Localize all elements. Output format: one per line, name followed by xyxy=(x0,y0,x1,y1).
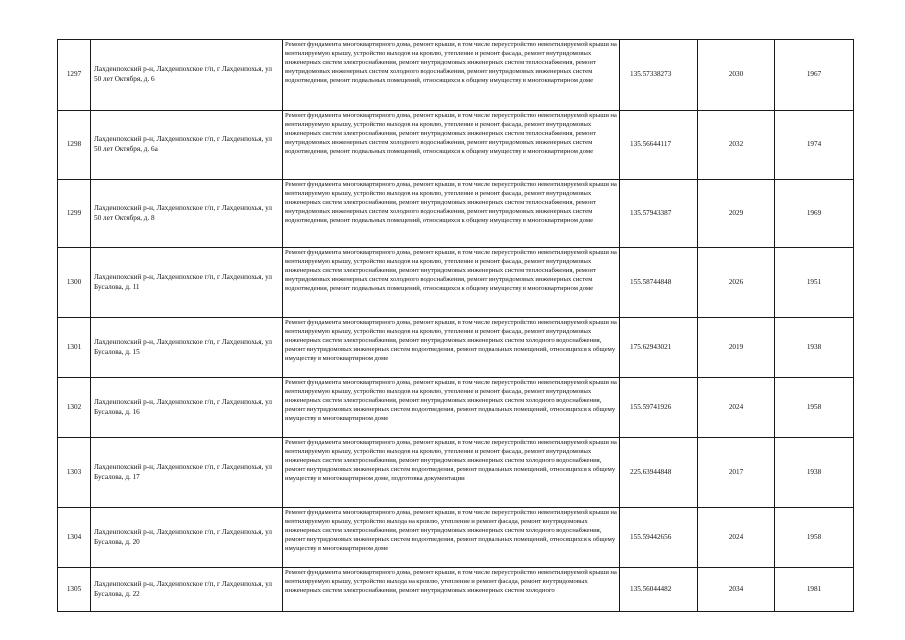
planned-year-cell: 2026 xyxy=(698,248,775,318)
cost-cell: 135.57943387 xyxy=(620,180,698,248)
works-cell: Ремонт фундамента многоквартирного дома, ремонт крыши, в том числе переустройство невентилируемой крыши на вентилируемую крышу, устройство выходов на кровлю, утепление и ремонт фасада, ремонт внутридомовых инженерных систем электроснабжения, ремонт внутридомовых инженерных систем теплоснабжения, ремонт внутридомовых инженерных систем холодного водоснабжения, ремонт внутридомовых инженерных систем водоотведения, ремонт подвальных помещений, относящихся к общему имуществу в многоквартирном доме xyxy=(285,112,617,156)
built-year-cell: 1958 xyxy=(775,378,854,438)
works-cell: Ремонт фундамента многоквартирного дома, ремонт крыши, в том числе переустройство невентилируемой крыши на вентилируемую крышу, устройство выходов на кровлю, утепление и ремонт фасада, ремонт внутридомовых инженерных систем электроснабжения, ремонт внутридомовых инженерных систем холодного водоснабжения, ремонт внутридомовых инженерных систем водоотведения, ремонт подвальных помещений, относящихся к общему имуществу в многоквартирном доме, подготовка документации xyxy=(285,439,617,483)
planned-year-cell: 2030 xyxy=(698,40,775,111)
built-year-cell: 1951 xyxy=(775,248,854,318)
built-year-cell: 1974 xyxy=(775,111,854,180)
table-row xyxy=(58,180,854,248)
built-year-cell: 1938 xyxy=(775,318,854,378)
table-row xyxy=(58,378,854,438)
cost-cell: 155.58744848 xyxy=(620,248,698,318)
table-row xyxy=(58,438,854,508)
address-cell: Лахденпохский р-н, Лахденпохское г/п, г Лахденпохья, ул 50 лет Октября, д. 8 xyxy=(91,180,283,248)
row-number: 1301 xyxy=(58,318,91,378)
address-cell: Лахденпохский р-н, Лахденпохское г/п, г Лахденпохья, ул 50 лет Октября, д. 6а xyxy=(91,111,283,180)
cost-cell: 155.59741926 xyxy=(620,378,698,438)
address-cell: Лахденпохский р-н, Лахденпохское г/п, г Лахденпохья, ул Бусалова, д. 11 xyxy=(91,248,283,318)
address-cell: Лахденпохский р-н, Лахденпохское г/п, г Лахденпохья, ул Бусалова, д. 20 xyxy=(91,508,283,568)
built-year-cell: 1967 xyxy=(775,40,854,111)
table-row xyxy=(58,318,854,378)
cost-cell: 135.56044482 xyxy=(620,568,698,612)
row-number: 1297 xyxy=(58,40,91,111)
address-cell: Лахденпохский р-н, Лахденпохское г/п, г Лахденпохья, ул Бусалова, д. 15 xyxy=(91,318,283,378)
planned-year-cell: 2019 xyxy=(698,318,775,378)
built-year-cell: 1958 xyxy=(775,508,854,568)
address-cell: Лахденпохский р-н, Лахденпохское г/п, г Лахденпохья, ул 50 лет Октября, д. 6 xyxy=(91,40,283,111)
cost-cell: 155.59442656 xyxy=(620,508,698,568)
table-row xyxy=(58,40,854,111)
works-cell: Ремонт фундамента многоквартирного дома, ремонт крыши, в том числе переустройство невентилируемой крыши на вентилируемую крышу, устройство выходов на кровлю, утепление и ремонт фасада, ремонт внутридомовых инженерных систем электроснабжения, ремонт внутридомовых инженерных систем теплоснабжения, ремонт внутридомовых инженерных систем холодного водоснабжения, ремонт внутридомовых инженерных систем водоотведения, ремонт подвальных помещений, относящихся к общему имуществу в многоквартирном доме xyxy=(285,41,617,85)
cost-cell: 135.57338273 xyxy=(620,40,698,111)
address-cell: Лахденпохский р-н, Лахденпохское г/п, г Лахденпохья, ул Бусалова, д. 16 xyxy=(91,378,283,438)
planned-year-cell: 2032 xyxy=(698,111,775,180)
row-number: 1305 xyxy=(58,568,91,612)
housing-repair-table xyxy=(57,39,854,612)
built-year-cell: 1969 xyxy=(775,180,854,248)
table-row xyxy=(58,568,854,612)
planned-year-cell: 2024 xyxy=(698,378,775,438)
works-cell: Ремонт фундамента многоквартирного дома, ремонт крыши, в том числе переустройство невентилируемой крыши на вентилируемую крышу, устройство выхода на кровлю, утепление и ремонт фасада, ремонт внутридомовых инженерных систем электроснабжения, ремонт внутридомовых инженерных систем холодного водоснабжения, ремонт внутридомовых инженерных систем водоотведения, ремонт подвальных помещений, относящихся к общему имуществу в многоквартирном доме xyxy=(285,509,617,553)
cost-cell: 135.56644117 xyxy=(620,111,698,180)
address-cell: Лахденпохский р-н, Лахденпохское г/п, г Лахденпохья, ул Бусалова, д. 17 xyxy=(91,438,283,508)
planned-year-cell: 2029 xyxy=(698,180,775,248)
works-cell: Ремонт фундамента многоквартирного дома, ремонт крыши, в том числе переустройство невентилируемой крыши на вентилируемую крышу, устройство выхода на кровлю, утепление и ремонт фасада, ремонт внутридомовых инженерных систем электроснабжения, ремонт внутридомовых инженерных систем холодного xyxy=(285,569,617,595)
works-cell: Ремонт фундамента многоквартирного дома, ремонт крыши, в том числе переустройство невентилируемой крыши на вентилируемую крышу, устройство выходов на кровлю, утепление и ремонт фасада, ремонт внутридомовых инженерных систем электроснабжения, ремонт внутридомовых инженерных систем теплоснабжения, ремонт внутридомовых инженерных систем холодного водоснабжения, ремонт внутридомовых инженерных систем водоотведения, ремонт подвальных помещений, относящихся к общему имуществу в многоквартирном доме xyxy=(285,249,617,293)
works-cell: Ремонт фундамента многоквартирного дома, ремонт крыши, в том числе переустройство невентилируемой крыши на вентилируемую крышу, устройство выходов на кровлю, утепление и ремонт фасада, ремонт внутридомовых инженерных систем электроснабжения, ремонт внутридомовых инженерных систем холодного водоснабжения, ремонт внутридомовых инженерных систем водоотведения, ремонт подвальных помещений, относящихся к общему имуществу в многоквартирном доме xyxy=(285,319,617,363)
planned-year-cell: 2024 xyxy=(698,508,775,568)
address-cell: Лахденпохский р-н, Лахденпохское г/п, г Лахденпохья, ул Бусалова, д. 22 xyxy=(91,568,283,612)
works-cell: Ремонт фундамента многоквартирного дома, ремонт крыши, в том числе переустройство невентилируемой крыши на вентилируемую крышу, устройство выходов на кровлю, утепление и ремонт фасада, ремонт внутридомовых инженерных систем электроснабжения, ремонт внутридомовых инженерных систем теплоснабжения, ремонт внутридомовых инженерных систем холодного водоснабжения, ремонт внутридомовых инженерных систем водоотведения, ремонт подвальных помещений, относящихся к общему имуществу в многоквартирном доме xyxy=(285,181,617,225)
row-number: 1299 xyxy=(58,180,91,248)
table-row xyxy=(58,111,854,180)
row-number: 1302 xyxy=(58,378,91,438)
works-cell: Ремонт фундамента многоквартирного дома, ремонт крыши, в том числе переустройство невентилируемой крыши на вентилируемую крышу, устройство выходов на кровлю, утепление и ремонт фасада, ремонт внутридомовых инженерных систем электроснабжения, ремонт внутридомовых инженерных систем холодного водоснабжения, ремонт внутридомовых инженерных систем водоотведения, ремонт подвальных помещений, относящихся к общему имуществу в многоквартирном доме xyxy=(285,379,617,423)
row-number: 1304 xyxy=(58,508,91,568)
row-number: 1300 xyxy=(58,248,91,318)
built-year-cell: 1938 xyxy=(775,438,854,508)
cost-cell: 225.63944848 xyxy=(620,438,698,508)
planned-year-cell: 2034 xyxy=(698,568,775,612)
cost-cell: 175.62943021 xyxy=(620,318,698,378)
row-number: 1303 xyxy=(58,438,91,508)
table-row xyxy=(58,508,854,568)
table-row xyxy=(58,248,854,318)
planned-year-cell: 2017 xyxy=(698,438,775,508)
row-number: 1298 xyxy=(58,111,91,180)
built-year-cell: 1981 xyxy=(775,568,854,612)
